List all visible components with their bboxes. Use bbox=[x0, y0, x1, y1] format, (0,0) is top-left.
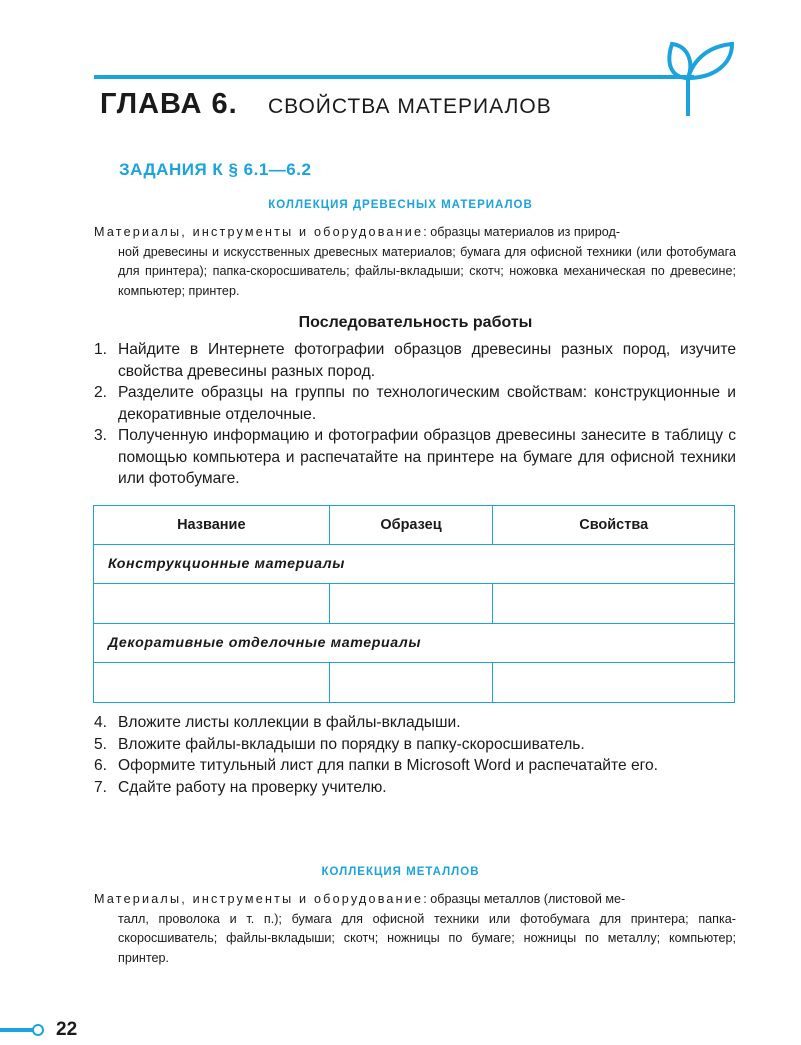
chapter-title: СВОЙСТВА МАТЕРИАЛОВ bbox=[268, 95, 552, 118]
table-row bbox=[94, 663, 735, 703]
list-item: 3. Полученную информацию и фотографии образцов древесины занесите в таблицу с помощью компьютера и распечатайте на принтере на бумаге для офисной техники или фотобумаге. bbox=[94, 427, 736, 487]
materials-first-line: : образцы материалов из природ- bbox=[423, 225, 621, 239]
page-marker-icon bbox=[32, 1024, 44, 1036]
list-item: 4. Вложите листы коллекции в файлы-вкладыши. bbox=[94, 714, 461, 731]
table-header: Свойства bbox=[493, 506, 735, 545]
steps-list-2 bbox=[94, 712, 736, 798]
page-number: 22 bbox=[56, 1019, 78, 1040]
list-item: 2. Разделите образцы на группы по технологическим свойствам: конструкционные и декоративные отделочные. bbox=[94, 384, 736, 423]
materials-paragraph-metals bbox=[94, 890, 736, 968]
table-row bbox=[94, 584, 735, 624]
materials-label: Материалы, инструменты и оборудование bbox=[94, 892, 424, 906]
table-group-decorative: Декоративные отделочные материалы bbox=[94, 624, 735, 663]
section-title-wood: КОЛЛЕКЦИЯ ДРЕВЕСНЫХ МАТЕРИАЛОВ bbox=[268, 199, 533, 211]
steps-list-1 bbox=[94, 339, 736, 490]
materials-rest: талл, проволока и т. п.); бумага для офисной техники или фотобумага для принтера; папка-скоросшиватель; файлы-вкладыши; скотч; ножницы по бумаге; ножницы по металлу; компьютер; принтер. bbox=[118, 911, 736, 965]
materials-paragraph-wood bbox=[94, 223, 736, 301]
tasks-title: ЗАДАНИЯ К § 6.1—6.2 bbox=[119, 160, 312, 179]
list-item: 6. Оформите титульный лист для папки в Microsoft Word и распечатайте его. bbox=[94, 757, 658, 774]
sprout-icon bbox=[660, 32, 740, 122]
table-header: Название bbox=[94, 506, 330, 545]
sequence-title: Последовательность работы bbox=[298, 314, 533, 331]
list-item: 1. Найдите в Интернете фотографии образцов древесины разных пород, изучите свойства древесины разных пород. bbox=[94, 341, 736, 380]
materials-first-line: : образцы металлов (листовой ме- bbox=[423, 892, 626, 906]
chapter-label: ГЛАВА 6. bbox=[100, 88, 238, 120]
materials-label: Материалы, инструменты и оборудование bbox=[94, 225, 424, 239]
table-group-structural: Конструкционные материалы bbox=[94, 545, 735, 584]
header-rule bbox=[94, 75, 694, 79]
section-title-metals: КОЛЛЕКЦИЯ МЕТАЛЛОВ bbox=[321, 866, 480, 878]
list-item: 5. Вложите файлы-вкладыши по порядку в папку-скоросшиватель. bbox=[94, 735, 585, 753]
list-item: 7. Сдайте работу на проверку учителю. bbox=[94, 778, 387, 796]
collection-table bbox=[93, 505, 735, 703]
table-header: Образец bbox=[329, 506, 493, 545]
materials-rest: ной древесины и искусственных древесных материалов; бумага для офисной техники (или фотобумага для принтера); папка-скоросшиватель; файлы-вкладыши; скотч; ножовка механическая по древесине; компьютер; принтер. bbox=[118, 244, 736, 298]
